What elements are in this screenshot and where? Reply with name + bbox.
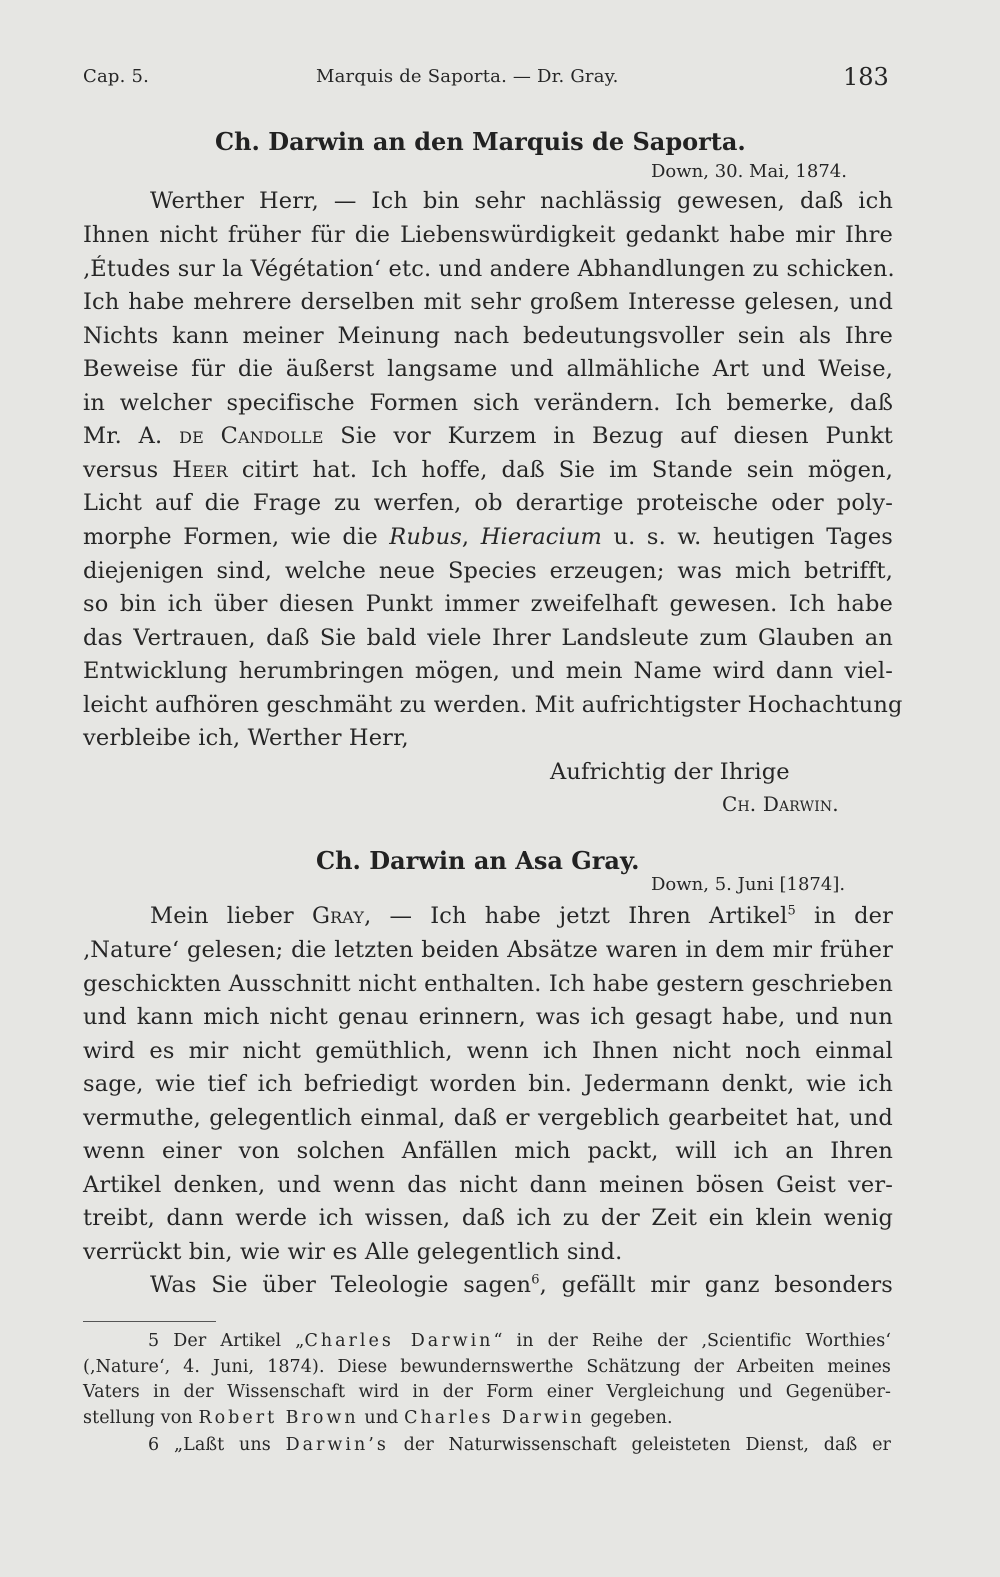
text-line: verbleibe ich, Werther Herr, bbox=[83, 725, 409, 751]
person-name: Gray bbox=[311, 903, 365, 929]
text-line: Nichts kann meiner Meinung nach bedeutungsvoller sein als Ihre bbox=[83, 323, 893, 349]
text-line: und kann mich nicht genau erinnern, was ich gesagt habe, und nun bbox=[83, 1004, 893, 1030]
text-span: in der bbox=[813, 903, 894, 929]
footnote-line bbox=[83, 1435, 891, 1455]
text-line: vermuthe, gelegentlich einmal, daß er vergeblich gearbeitet hat, und bbox=[83, 1105, 893, 1131]
letter-dateline: Down, 30. Mai, 1874. bbox=[651, 161, 847, 182]
text-line: leicht aufhören geschmäht zu werden. Mit aufrichtigster Hochachtung bbox=[83, 692, 903, 718]
footnote-line bbox=[83, 1331, 891, 1351]
footnote-line bbox=[83, 1408, 673, 1428]
text-span: Mr. A. bbox=[83, 423, 163, 449]
footnote-ref: 5 bbox=[787, 903, 796, 919]
person-name: Robert Brown bbox=[198, 1408, 359, 1428]
footnote-marker: 5 bbox=[148, 1331, 160, 1351]
footnote-marker: 6 bbox=[148, 1435, 160, 1455]
text-line: Entwicklung herumbringen mögen, und mein Name wird dann viel- bbox=[83, 658, 893, 684]
text-span: Der Artikel „ bbox=[173, 1331, 305, 1351]
footnote-line: (‚Nature‘, 4. Juni, 1874). Diese bewundernswerthe Schätzung der Arbeiten meines bbox=[83, 1357, 891, 1377]
text-span: , bbox=[461, 524, 470, 550]
text-span: der Naturwissenschaft geleisteten Dienst, daß er bbox=[403, 1435, 891, 1455]
person-name: Heer bbox=[172, 457, 228, 483]
letter-title: Ch. Darwin an Asa Gray. bbox=[316, 846, 640, 875]
text-line: das Vertrauen, daß Sie bald viele Ihrer Landsleute zum Glauben an bbox=[83, 625, 893, 651]
text-span: „Laßt uns bbox=[173, 1435, 271, 1455]
letter-closing: Aufrichtig der Ihrige bbox=[550, 759, 790, 785]
text-span: stellung von bbox=[83, 1408, 193, 1428]
genus-name: Rubus bbox=[389, 524, 462, 550]
text-span: , — Ich habe jetzt Ihren Artikel bbox=[364, 903, 788, 929]
text-span: citirt hat. Ich hoffe, daß Sie im Stande sein mögen, bbox=[241, 457, 893, 483]
chapter-label: Cap. 5. bbox=[83, 66, 150, 87]
genus-name: Hieracium bbox=[480, 524, 602, 550]
text-line: Artikel denken, und wenn das nicht dann meinen bösen Geist ver- bbox=[83, 1172, 893, 1198]
text-line: verrückt bin, wie wir es Alle gelegentlich sind. bbox=[83, 1239, 623, 1265]
page-number: 183 bbox=[843, 63, 889, 91]
running-title: Marquis de Saporta. — Dr. Gray. bbox=[316, 66, 619, 87]
text-line: Licht auf die Frage zu werfen, ob derartige proteische oder poly- bbox=[83, 490, 893, 516]
text-line: so bin ich über diesen Punkt immer zweifelhaft gewesen. Ich habe bbox=[83, 591, 893, 617]
text-line: in welcher specifische Formen sich verändern. Ich bemerke, daß bbox=[83, 390, 893, 416]
text-line: sage, wie tief ich befriedigt worden bin. Jedermann denkt, wie ich bbox=[83, 1071, 893, 1097]
text-line bbox=[83, 524, 893, 550]
footnote-rule bbox=[83, 1321, 216, 1322]
text-line: Werther Herr, — Ich bin sehr nachlässig gewesen, daß ich bbox=[150, 188, 893, 214]
text-span: Sie vor Kurzem in Bezug auf diesen Punkt bbox=[340, 423, 893, 449]
text-line bbox=[83, 423, 893, 449]
text-span: , gefällt mir ganz besonders bbox=[539, 1272, 893, 1298]
text-line: Beweise für die äußerst langsame und allmähliche Art und Weise, bbox=[83, 356, 893, 382]
letter-title: Ch. Darwin an den Marquis de Saporta. bbox=[215, 127, 746, 156]
text-span: versus bbox=[83, 457, 159, 483]
text-line: geschickten Ausschnitt nicht enthalten. Ich habe gestern geschrieben bbox=[83, 971, 893, 997]
text-line bbox=[150, 1272, 893, 1298]
person-name: Charles Darwin bbox=[304, 1331, 494, 1351]
text-span: Mein lieber bbox=[150, 903, 294, 929]
person-name: Charles Darwin bbox=[404, 1408, 585, 1428]
text-span: morphe Formen, wie die bbox=[83, 524, 378, 550]
text-line bbox=[83, 457, 893, 483]
text-line: diejenigen sind, welche neue Species erzeugen; was mich betrifft, bbox=[83, 558, 893, 584]
letter-dateline: Down, 5. Juni [1874]. bbox=[651, 874, 846, 895]
signature: Ch. Darwin. bbox=[722, 792, 839, 816]
text-line: treibt, dann werde ich wissen, daß ich zu der Zeit ein klein wenig bbox=[83, 1205, 893, 1231]
footnote-line: Vaters in der Wissenschaft wird in der Form einer Vergleichung und Gegenüber- bbox=[83, 1382, 891, 1402]
text-line bbox=[150, 903, 893, 929]
text-span: gegeben. bbox=[590, 1408, 673, 1428]
text-line: wird es mir nicht gemüthlich, wenn ich Ihnen nicht noch einmal bbox=[83, 1038, 893, 1064]
footnote-ref: 6 bbox=[531, 1272, 540, 1288]
text-span: und bbox=[364, 1408, 399, 1428]
text-span: Was Sie über Teleologie sagen bbox=[150, 1272, 532, 1298]
person-name: Darwin’s bbox=[285, 1435, 389, 1455]
text-line: ‚Nature‘ gelesen; die letzten beiden Absätze waren in dem mir früher bbox=[83, 937, 893, 963]
text-span: “ in der Reihe der ‚Scientific Worthies‘ bbox=[493, 1331, 891, 1351]
text-line: wenn einer von solchen Anfällen mich packt, will ich an Ihren bbox=[83, 1138, 893, 1164]
text-span: u. s. w. heutigen Tages bbox=[613, 524, 893, 550]
text-line: Ich habe mehrere derselben mit sehr großem Interesse gelesen, und bbox=[83, 289, 893, 315]
person-name: de Candolle bbox=[179, 423, 324, 449]
text-line: Ihnen nicht früher für die Liebenswürdigkeit gedankt habe mir Ihre bbox=[83, 222, 893, 248]
text-line: ‚Études sur la Végétation‘ etc. und andere Abhandlungen zu schicken. bbox=[83, 256, 895, 282]
